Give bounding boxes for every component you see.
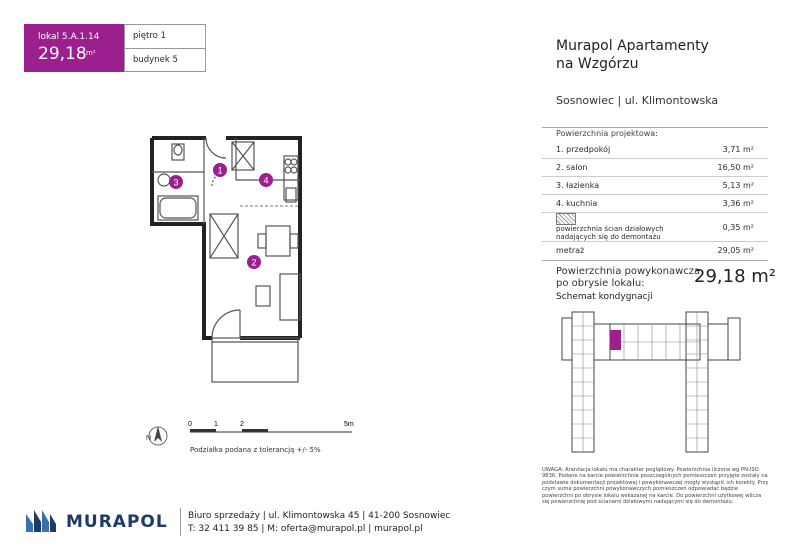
footer-contact: T: 32 411 39 85 | M: oferta@murapol.pl | murapol.pl	[188, 524, 423, 534]
north-label: N	[146, 435, 152, 442]
scale-tick: 0	[188, 421, 192, 428]
unit-info-box	[124, 24, 206, 72]
project-title-line1: Murapol Apartamenty	[556, 38, 709, 54]
walls-area: 0,35 m²	[704, 213, 768, 242]
unit-area-unit: m²	[86, 49, 96, 57]
scale-tick: 2	[240, 421, 244, 428]
unit-area-badge	[24, 24, 124, 72]
room-label: 1. przedpokój	[542, 141, 704, 159]
room-label: 3. łazienka	[542, 177, 704, 195]
table-row	[542, 195, 768, 213]
schema-unit-highlight	[610, 330, 621, 350]
walls-label-line1: powierzchnia ścian działowych	[556, 225, 664, 233]
scale-tick: 5m	[344, 421, 354, 428]
room-label: 2. salon	[542, 159, 704, 177]
areas-heading: Powierzchnia projektowa:	[556, 129, 658, 138]
usable-area-value: 29,18 m²	[694, 266, 777, 287]
room-area: 5,13 m²	[704, 177, 768, 195]
brand-name: MURAPOL	[66, 512, 168, 532]
usable-area-label-line1: Powierzchnia powykonawcza	[556, 266, 701, 277]
room-number: 2	[251, 257, 257, 268]
project-title-line2: na Wzgórzu	[556, 56, 639, 72]
room-area: 16,50 m²	[704, 159, 768, 177]
room-number: 3	[173, 177, 179, 188]
total-label: metraż	[556, 246, 585, 255]
room-area: 3,36 m²	[704, 195, 768, 213]
divider	[180, 508, 181, 536]
room-area: 3,71 m²	[704, 141, 768, 159]
room-label: 4. kuchnia	[542, 195, 704, 213]
total-area: 29,05 m²	[717, 246, 754, 255]
footer-address: Biuro sprzedaży | ul. Klimontowska 45 | 41-200 Sosnowiec	[188, 511, 451, 521]
table-row	[542, 242, 768, 260]
unit-number-label: lokal 5.A.1.14	[38, 32, 100, 42]
murapol-logo-icon	[24, 508, 58, 534]
project-location: Sosnowiec | ul. Klimontowska	[556, 94, 719, 107]
floor-schema-plan	[552, 306, 768, 464]
divider	[542, 260, 768, 261]
table-row	[542, 177, 768, 195]
scale-note: Podziałka podana z tolerancją +/- 5%	[190, 446, 321, 454]
divider	[542, 127, 768, 128]
walls-label-line2: nadających się do demontażu	[556, 233, 661, 241]
unit-area-value: 29,18	[38, 44, 87, 64]
scale-tick: 1	[214, 421, 218, 428]
areas-table	[542, 141, 768, 259]
divider	[125, 48, 205, 49]
room-number: 4	[263, 175, 269, 186]
building-label: budynek 5	[133, 55, 178, 65]
table-row	[542, 141, 768, 159]
usable-area-label	[556, 266, 700, 290]
hatch-swatch-icon	[556, 213, 576, 225]
floor-schema-title: Schemat kondygnacji	[556, 292, 653, 302]
disclaimer-text: UWAGA: Aranżacja lokalu ma charakter poglądowy. Powierzchnia liczona wg PN-ISO 9836. Podane na karcie powierzchnie poszczególnych pomieszczeń przyjęte zostały na podstawie dokumentacji projektowej i powykonawczej mogły wystąpić ich korekty. Przy czym suma powierzchni powykonawczych pomieszczeń odpowiadać będzie powierzchni po obrysie lokalu wskazanej na karcie. Do powierzchni użytkowej wlicza się powierzchnię pod ścianami działowymi nadającymi się do demontażu.	[542, 467, 769, 506]
room-badges	[169, 163, 273, 269]
table-row	[542, 213, 768, 242]
room-number: 1	[217, 165, 223, 176]
apartment-floor-plan	[140, 126, 320, 388]
usable-area-label-line2: po obrysie lokalu:	[556, 278, 645, 289]
floor-label: piętro 1	[133, 31, 166, 41]
table-row	[542, 159, 768, 177]
